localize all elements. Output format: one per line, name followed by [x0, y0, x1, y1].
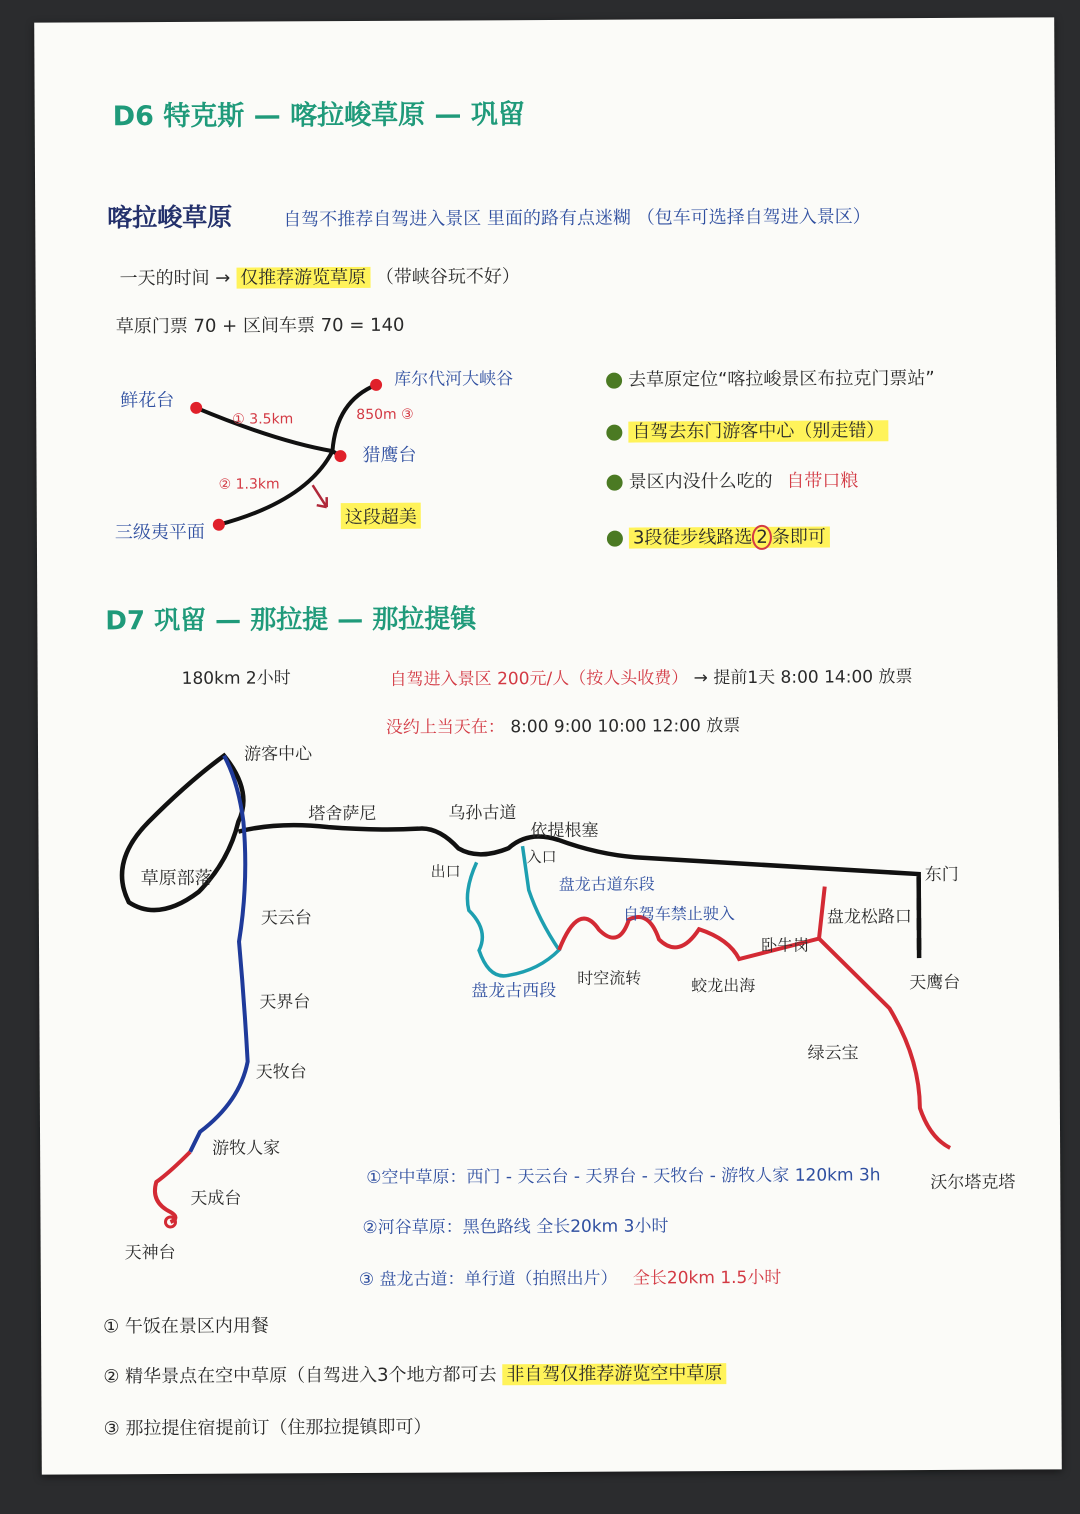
- d7-route-3-text: ③ 盘龙古道：单行道（拍照出片）: [358, 1268, 618, 1290]
- d6-map-terrace: 三级夷平面: [114, 521, 205, 544]
- d6-bullet-4-prefix: 3段徒步线路选: [632, 526, 753, 549]
- d7-map-lvyun: 绿云宝: [807, 1043, 859, 1064]
- d7-map-jiaolong: 蛟龙出海: [691, 975, 756, 996]
- d7-map-woniu: 卧牛岗: [760, 935, 810, 955]
- red-route-south: [155, 1152, 191, 1222]
- d6-tickets: 草原门票 70 + 区间车票 70 = 140: [115, 314, 405, 338]
- paper-sheet: [34, 17, 1062, 1474]
- d6-line1-prefix: 一天的时间 →: [119, 267, 231, 290]
- d7-map-tianying: 天鹰台: [909, 972, 961, 994]
- d7-map-tianjie: 天界台: [259, 992, 311, 1013]
- d6-section-title: 喀拉峻草原: [107, 202, 233, 233]
- d6-map-dist1: ① 3.5km: [232, 411, 294, 428]
- d7-note-2: [103, 1359, 726, 1388]
- d7-selfdrive-red: 自驾进入景区 200元/人（按人头收费）: [389, 668, 689, 690]
- d6-bullet-1-text: 去草原定位“喀拉峻景区布拉克门票站”: [628, 367, 935, 391]
- d7-map-panlong-west: 盘龙古西段: [471, 980, 557, 1002]
- d7-map-grassland-tribe: 草原部落: [140, 867, 213, 890]
- d7-map-panlong-east: 盘龙古道东段: [558, 874, 655, 894]
- d6-title: D6 特克斯 — 喀拉峻草原 — 巩留: [112, 99, 525, 133]
- d7-same-day-black: 8:00 9:00 10:00 12:00 放票: [510, 715, 741, 738]
- d7-note-1: ① 午饭在景区内用餐: [102, 1315, 269, 1338]
- d7-map-east-gate: 东门: [924, 864, 959, 886]
- d7-map-youmu: 游牧人家: [212, 1138, 281, 1159]
- d7-map-tianshen: 天神台: [124, 1242, 176, 1264]
- d7-map-no-selfdrive: 自驾车禁止驶入: [622, 904, 735, 924]
- d7-selfdrive-black: → 提前1天 8:00 14:00 放票: [693, 667, 913, 689]
- d7-title: D7 巩留 — 那拉提 — 那拉提镇: [105, 604, 477, 637]
- d7-map-woertuo: 沃尔塔克塔: [930, 1172, 1016, 1194]
- d7-drive: 180km 2小时: [181, 668, 291, 689]
- d7-map-tianyun: 天云台: [260, 908, 312, 929]
- d6-bullet-4-circle: 2: [752, 525, 772, 550]
- d7-map-entrance: 入口: [526, 847, 557, 867]
- d6-map-dist3: 850m ③: [356, 406, 414, 423]
- d7-same-day-red: 没约上当天在：: [385, 717, 505, 738]
- d7-note-2-text: ② 精华景点在空中草原（自驾进入3个地方都可去: [103, 1364, 497, 1388]
- d6-line1-highlight: 仅推荐游览草原: [236, 267, 370, 289]
- d7-map-panlong-pass: 盘龙松路口: [826, 907, 912, 928]
- d7-map-tashe: 塔舍萨尼: [308, 803, 377, 825]
- d6-map-dist2: ② 1.3km: [218, 476, 280, 493]
- d7-map-visitor-center: 游客中心: [243, 744, 313, 765]
- d6-map-eagle: 猎鹰台: [362, 444, 417, 466]
- d7-map-wulasi: 乌孙古道: [448, 803, 517, 824]
- d6-bullet-3-text: 景区内没什么吃的: [628, 470, 773, 493]
- d7-map-yiti: 依提根塞: [530, 820, 599, 842]
- d6-bullet-4-suffix: 条即可: [771, 526, 826, 548]
- d7-route-map: [34, 17, 1062, 1474]
- d7-map-exit: 出口: [430, 862, 461, 881]
- d7-route-2: ②河谷草原：黑色路线 全长20km 3小时: [362, 1216, 669, 1238]
- d6-map-flower: 鲜花台: [120, 389, 175, 412]
- d6-section-note: 自驾不推荐自驾进入景区 里面的路有点迷糊 （包车可选择自驾进入景区）: [283, 206, 871, 231]
- d7-route-3: [359, 1263, 782, 1290]
- d6-bullet-3-red: 自带口粮: [786, 470, 859, 492]
- d6-line1-suffix: （带峡谷玩不好）: [375, 266, 520, 288]
- d7-map-tianmu: 天牧台: [255, 1062, 307, 1083]
- d6-map-beautiful: 这段超美: [341, 503, 421, 529]
- d7-map-tiancheng: 天成台: [190, 1188, 242, 1209]
- d7-route-1: ①空中草原：西门 - 天云台 - 天界台 - 天牧台 - 游牧人家 120km 3h: [366, 1165, 881, 1188]
- d7-route-3-red: 全长20km 1.5小时: [632, 1267, 782, 1289]
- d7-note-2-highlight: 非自驾仅推荐游览空中草原: [502, 1363, 726, 1385]
- d7-map-shikong: 时空流转: [577, 968, 642, 988]
- d7-note-3: ③ 那拉提住宿提前订（住那拉提镇即可）: [103, 1416, 432, 1440]
- d6-map-canyon: 库尔代河大峡谷: [394, 369, 514, 390]
- d6-bullet-2-text: 自驾去东门游客中心（别走错）: [628, 420, 888, 442]
